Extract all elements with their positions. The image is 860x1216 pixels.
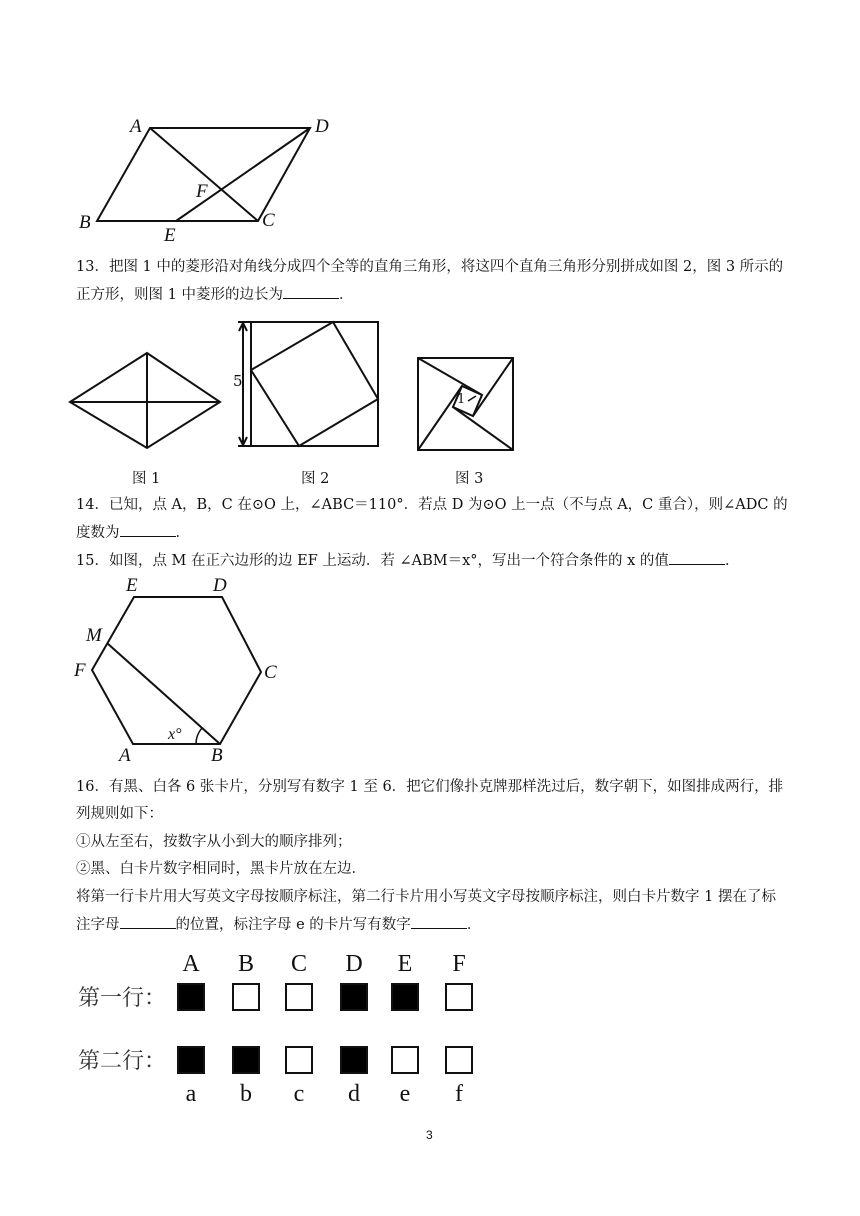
card-white: [285, 1046, 313, 1074]
answer-blank: [669, 550, 725, 565]
fig3-outer-square: [418, 358, 513, 450]
card-white: [285, 983, 313, 1011]
hexagon-abcdef: [92, 597, 261, 744]
fig2-side-length: 5: [233, 372, 243, 390]
q15-period: ．: [724, 553, 740, 569]
column-letter-B: B: [237, 951, 254, 977]
hex-label-e: E: [126, 575, 138, 596]
card-black: [340, 983, 368, 1011]
card-white: [445, 1046, 473, 1074]
point-label-c: C: [262, 210, 275, 231]
q13-text: 正方形，则图 1 中菱形的边长为: [76, 287, 283, 303]
point-label-a: A: [130, 116, 142, 137]
column-letter-C: C: [290, 951, 307, 977]
hex-label-c: C: [264, 662, 277, 683]
point-label-d: D: [315, 116, 329, 137]
q16-line-6: [76, 914, 481, 935]
page-number: 3: [426, 1128, 433, 1142]
fig1-rhombus: [70, 353, 220, 448]
parallelogram-diagram: [0, 0, 860, 260]
card-black: [232, 1046, 260, 1074]
hex-label-a: A: [119, 745, 131, 766]
column-letter-f: f: [455, 1081, 463, 1107]
column-letter-e: e: [399, 1081, 411, 1107]
fig3-pinwheel-4: [418, 386, 462, 450]
answer-blank: [283, 284, 339, 299]
fig3-pinwheel-2: [473, 358, 513, 416]
card-black: [177, 983, 205, 1011]
card-black: [177, 1046, 205, 1074]
q16-text-b: 的位置，标注字母 e 的卡片写有数字: [175, 917, 411, 933]
point-label-b: B: [79, 212, 91, 233]
q16-text-a: 注字母: [76, 917, 120, 933]
column-letter-a: a: [185, 1081, 197, 1107]
hex-label-m: M: [86, 625, 102, 646]
q16-rule-2: ②黑、白卡片数字相同时，黑卡片放在左边．: [76, 861, 366, 877]
column-letter-F: F: [452, 951, 466, 977]
angle-label-x: x°: [168, 726, 182, 743]
q16-line-2: 列规则如下：: [76, 806, 163, 822]
hex-label-b: B: [211, 745, 223, 766]
fig3-pinwheel-1: [418, 358, 482, 395]
q15-line-1: [76, 550, 739, 571]
fig2-caption: 图 2: [301, 471, 330, 487]
column-letter-D: D: [345, 951, 363, 977]
q13-line-1: 13．把图 1 中的菱形沿对角线分成四个全等的直角三角形，将这四个直角三角形分别拼成如图 2，图 3 所示的: [76, 259, 784, 275]
fig3-inner-length: 1: [457, 392, 466, 407]
column-letter-b: b: [240, 1081, 252, 1107]
fig2-outer-square: [251, 322, 378, 446]
card-white: [391, 1046, 419, 1074]
q13-figures: [0, 310, 860, 510]
q13-period: ．: [338, 287, 354, 303]
q16-period: ．: [466, 917, 482, 933]
q14-line-2: [76, 522, 190, 543]
card-white: [232, 983, 260, 1011]
q16-rule-1: ①从左至右，按数字从小到大的顺序排列；: [76, 834, 352, 850]
fig2-inner-square: [251, 322, 378, 446]
fig3-inner-marker: [468, 396, 476, 401]
hex-label-d: D: [213, 575, 227, 596]
q16-line-5: 将第一行卡片用大写英文字母按顺序标注，第二行卡片用小写英文字母按顺序标注，则白卡片数字 1 摆在了标: [76, 889, 776, 905]
fig3-pinwheel-3: [453, 407, 513, 450]
column-letter-d: d: [348, 1081, 360, 1107]
point-label-e: E: [164, 225, 176, 246]
column-letter-E: E: [397, 951, 413, 977]
angle-arc-x: [196, 728, 202, 744]
column-letter-c: c: [293, 1081, 305, 1107]
answer-blank: [120, 914, 176, 929]
answer-blank: [120, 522, 176, 537]
q14-line-1: 14．已知，点 A，B，C 在⊙O 上，∠ABC＝110°．若点 D 为⊙O 上一点（不与点 A，C 重合），则∠ADC 的: [76, 497, 788, 513]
fig3-caption: 图 3: [455, 471, 484, 487]
card-black: [391, 983, 419, 1011]
q16-line-1: 16．有黑、白各 6 张卡片，分别写有数字 1 至 6．把它们像扑克牌那样洗过后，数字朝下，如图排成两行，排: [76, 779, 784, 795]
answer-blank: [411, 914, 467, 929]
card-black: [340, 1046, 368, 1074]
point-label-f: F: [196, 181, 208, 202]
q13-line-2: [76, 284, 353, 305]
card-white: [445, 983, 473, 1011]
column-letter-A: A: [182, 951, 200, 977]
q15-text: 15．如图，点 M 在正六边形的边 EF 上运动．若 ∠ABM＝x°，写出一个符合条件的 x 的值: [76, 553, 669, 569]
q14-text: 度数为: [76, 525, 120, 541]
row-1-label: 第一行：: [78, 986, 167, 1011]
row-2-label: 第二行：: [78, 1049, 167, 1074]
q14-period: ．: [175, 525, 190, 541]
fig1-caption: 图 1: [132, 471, 161, 487]
hex-label-f: F: [74, 660, 86, 681]
